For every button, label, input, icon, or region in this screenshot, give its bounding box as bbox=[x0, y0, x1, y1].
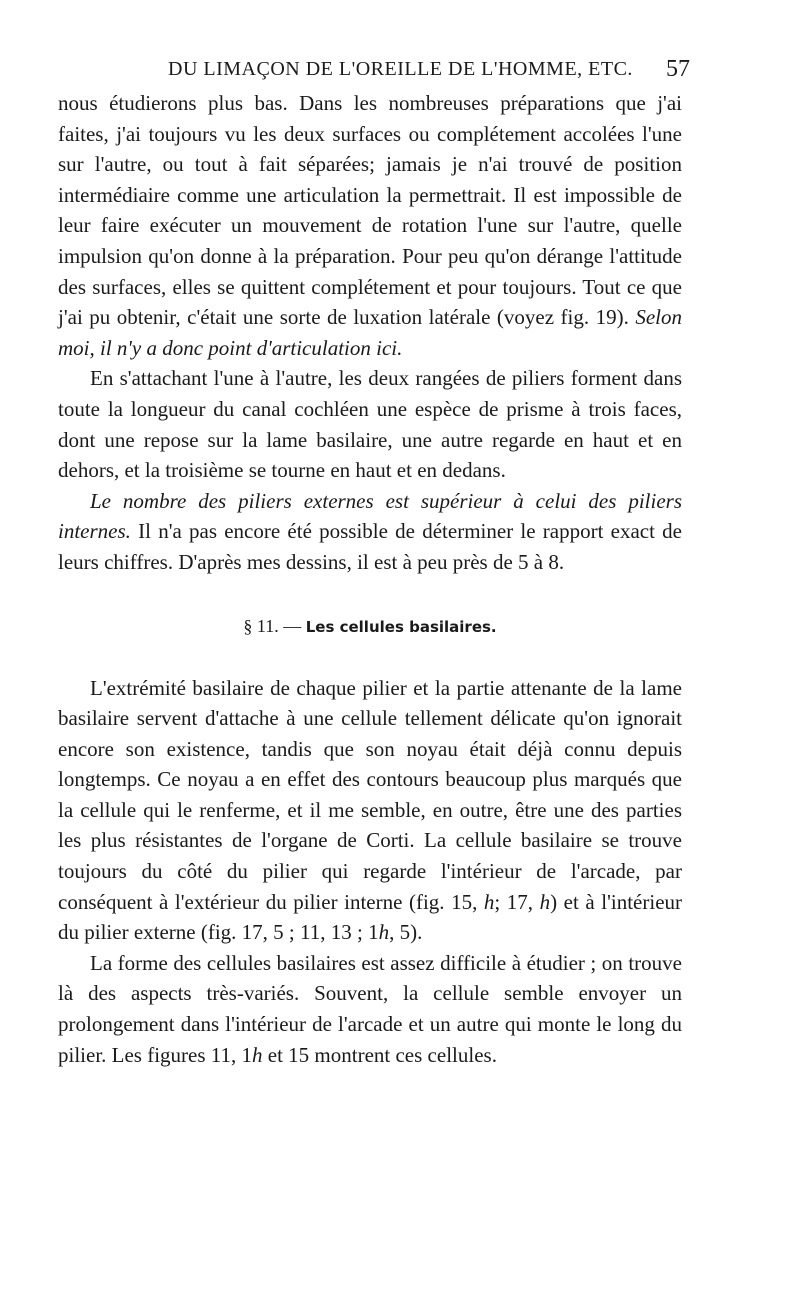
paragraph-3-text: Il n'a pas encore été possible de déterminer le rapport exact de leurs chiffres. D'après mes dessins, il est à peu près de 5 à 8. bbox=[58, 519, 682, 574]
section-heading bbox=[58, 614, 682, 639]
paragraph-1-italic: Selon moi, il n'y a donc point d'articulation ici. bbox=[58, 305, 683, 360]
paragraph-1-text: nous étudierons plus bas. Dans les nombreuses préparations que j'ai faites, j'ai toujours vu les deux surfaces ou complétement accolées l'une sur l'autre, ou tout à fait séparées; jamais je n'ai trouvé de position intermédiaire comme une articulation la permettrait. Il est impossible de leur faire exécuter un mouvement de rotation l'une sur l'autre, quelle impulsion qu'on donne à la préparation. Pour peu qu'on dérange l'attitude des surfaces, elles se quittent complétement et pour toujours. Tout ce que j'ai pu obtenir, c'était une sorte de luxation latérale (voyez fig. 19). bbox=[58, 91, 682, 330]
paragraph-5 bbox=[58, 948, 682, 1070]
paragraph-5-text: La forme des cellules basilaires est assez difficile à étudier ; on trouve là des aspects très-variés. Souvent, la cellule semble envoyer un prolongement dans l'intérieur de l'arcade et un autre qui monte le long du pilier. Les figures 11, 1 bbox=[58, 950, 682, 1067]
paragraph-5-italic-1: h bbox=[252, 1042, 263, 1067]
paragraph-5-text-2: et 15 montrent ces cellules. bbox=[262, 1042, 497, 1067]
paragraph-4-text: L'extrémité basilaire de chaque pilier et la partie attenante de la lame basilaire servent d'attache à une cellule tellement délicate qu'on ignorait encore son existence, tandis que son noyau était déjà connu depuis longtemps. Ce noyau a en effet des contours beaucoup plus marqués que la cellule qui le renferme, et il me semble, en outre, être une des parties les plus résistantes de l'organe de Corti. La cellule basilaire se trouve toujours du côté du pilier qui regarde l'intérieur de l'arcade, par conséquent à l'extérieur du pilier interne (fig. 15, bbox=[58, 675, 682, 914]
section-number: § 11. — bbox=[243, 615, 306, 636]
paragraph-3-italic: Le nombre des piliers externes est supérieur à celui des piliers internes. bbox=[58, 488, 682, 544]
text-block bbox=[58, 88, 682, 1070]
paragraph-1 bbox=[58, 88, 682, 363]
paragraph-4 bbox=[58, 673, 682, 948]
paragraph-2: En s'attachant l'une à l'autre, les deux rangées de piliers forment dans toute la longueur du canal cochléen une espèce de prisme à trois faces, dont une repose sur la lame basilaire, une autre regarde en haut et en dehors, et la troisième se tourne en haut et en dedans. bbox=[58, 366, 682, 483]
page-number: 57 bbox=[666, 56, 690, 82]
paragraph-4-text-4: , 5). bbox=[389, 920, 423, 945]
paragraph-4-text-3: ) et à l'intérieur du pilier externe (fig. 17, 5 ; 11, 13 ; 1 bbox=[58, 889, 683, 945]
running-title: DU LIMAÇON DE L'OREILLE DE L'HOMME, ETC. bbox=[168, 58, 633, 80]
paragraph-4-italic-1: h bbox=[483, 889, 495, 914]
paragraph-4-italic-2: h bbox=[539, 889, 551, 914]
paragraph-3 bbox=[58, 486, 682, 578]
paragraph-4-italic-3: h bbox=[378, 920, 390, 945]
section-title: Les cellules basilaires. bbox=[305, 617, 497, 636]
paragraph-4-text-2: ; 17, bbox=[494, 889, 540, 914]
running-head bbox=[168, 58, 688, 90]
